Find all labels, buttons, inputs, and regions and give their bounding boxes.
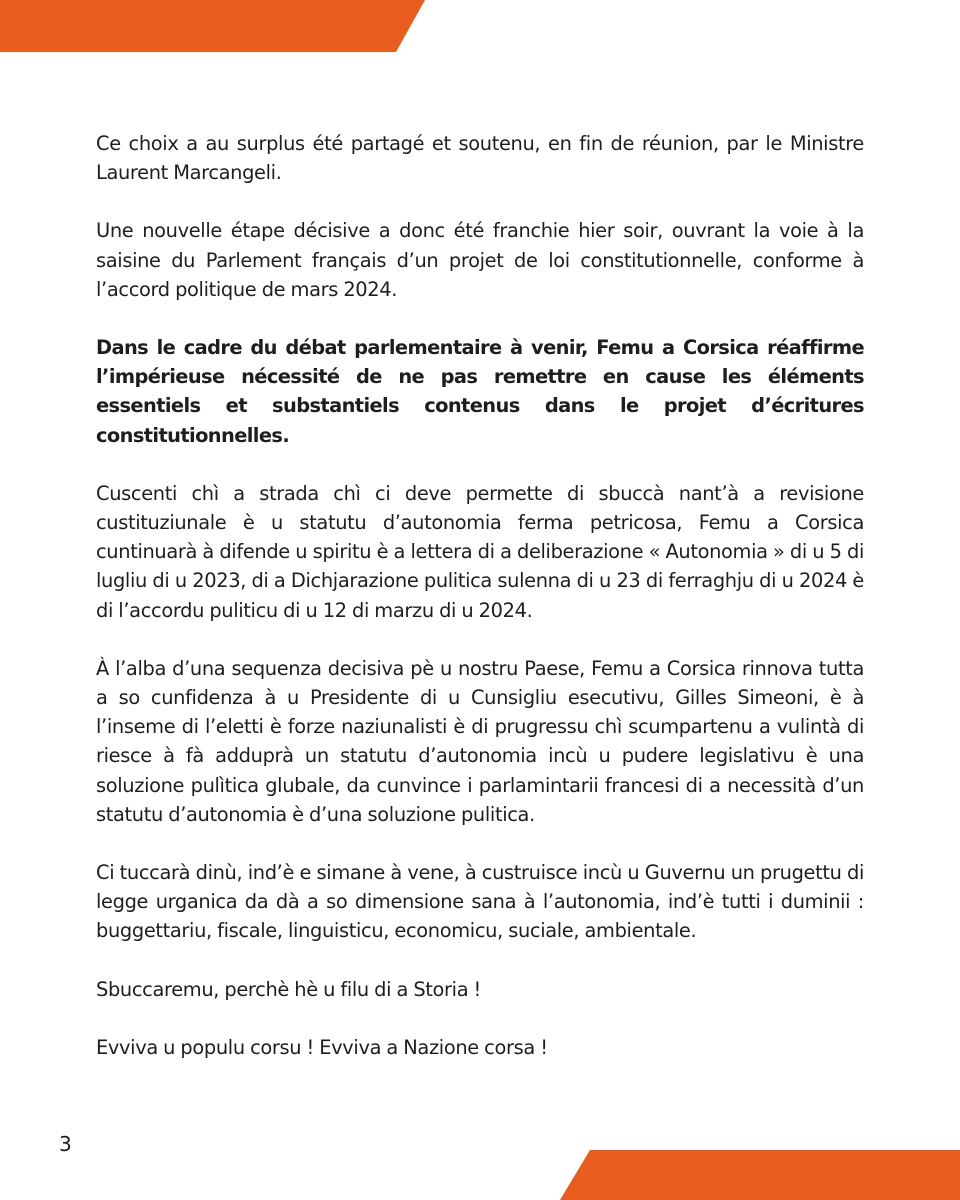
paragraph-5: À l’alba d’una sequenza decisiva pè u nostru Paese, Femu a Corsica rinnova tutta a so cunfidenza à u Presidente di u Cunsigliu esecutivu, Gilles Simeoni, è à l’inseme di l’eletti è forze naziunalisti è di prugressu chì scumpartenu a vulintà di riesce à fà adduprà un statutu d’autonomia incù u pudere legislativu è una soluzione pulìtica glubale, da cunvince i parlamintarii francesi di a necessità d’un statutu d’autonomia è d’una soluzione pulitica. [96,656,864,826]
paragraph-4: Cuscenti chì a strada chì ci deve permette di sbuccà nant’à a revisione custituziunale è u statutu d’autonomia ferma petricosa, Femu a Corsica cuntinuarà à difende u spiritu è a lettera di a deliberazione « Autonomia » di u 5 di lugliu di u 2023, di a Dichjarazione pulitica sulenna di u 23 di ferraghju di u 2024 è di l’accordu puliticu di u 12 di marzu di u 2024. [96,481,864,622]
bottom-accent-bar [560,1150,960,1200]
paragraph-7: Sbuccaremu, perchè hè u filu di a Storia ! [96,977,481,1001]
paragraph-3-bold: Dans le cadre du débat parlementaire à venir, Femu a Corsica réaffirme l’impérieuse nécessité de ne pas remettre en cause les éléments essentiels et substantiels contenus dans le projet d’écritures constitutionnelles. [96,336,864,447]
paragraph-6: Ci tuccarà dinù, ind’è e simane à vene, à custruisce incù u Guvernu un prugettu di legge urganica da dà a so dimensione sana à l’autonomia, ind’è tutti i duminii : buggettariu, fiscale, linguisticu, economicu, suciale, ambientale. [96,861,864,943]
paragraph-8: Evviva u populu corsu ! Evviva a Nazione corsa ! [96,1035,548,1059]
paragraph-2: Une nouvelle étape décisive a donc été franchie hier soir, ouvrant la voie à la saisine du Parlement français d’un projet de loi constitutionnelle, conforme à l’accord politique de mars 2024. [96,219,864,301]
document-body [96,129,864,1091]
top-accent-shape [0,0,425,52]
paragraph-1: Ce choix a au surplus été partagé et soutenu, en fin de réunion, par le Ministre Laurent Marcangeli. [96,132,864,185]
page-number: 3 [59,1132,72,1156]
bottom-accent-shape [560,1150,960,1200]
top-accent-bar [0,0,430,52]
